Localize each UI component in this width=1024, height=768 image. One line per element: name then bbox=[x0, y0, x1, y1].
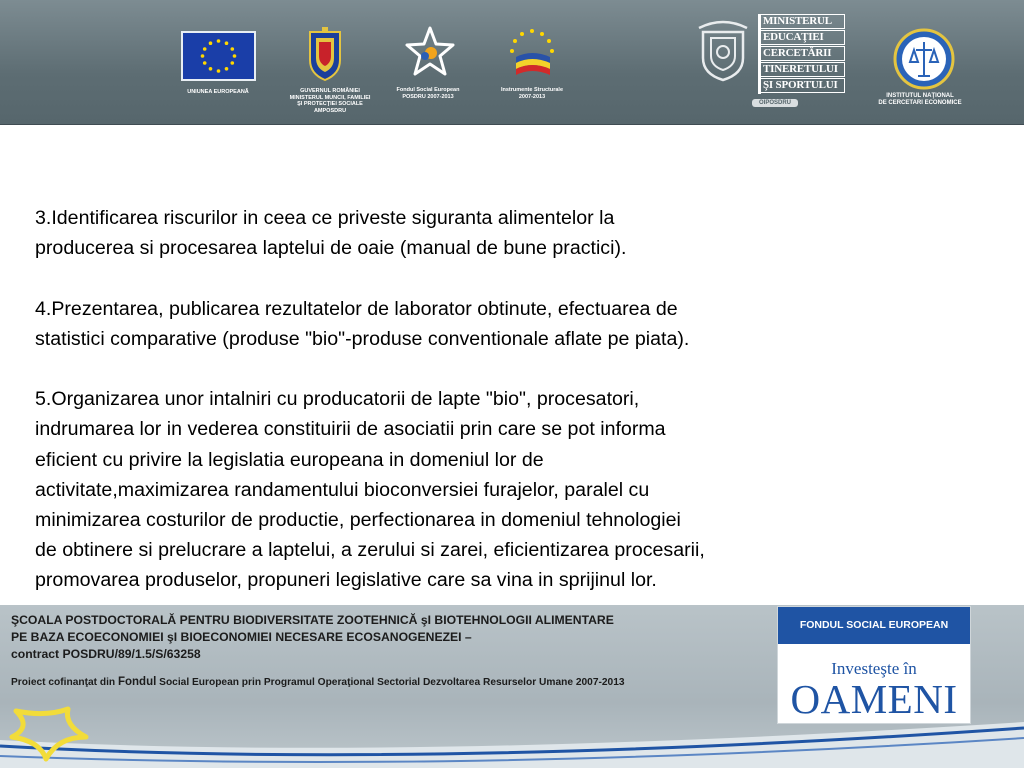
romanian-coat-of-arms-icon bbox=[305, 26, 345, 82]
fse-box-big-word: OAMENI bbox=[790, 676, 958, 722]
ministry-line: ŞI SPORTULUI bbox=[761, 78, 845, 93]
cofinancing-fondul: Fondul bbox=[117, 676, 157, 688]
eu-flag-icon bbox=[181, 31, 256, 81]
objective-5-paragraph: 5.Organizarea unor intalniri cu producatorii de lapte "bio", procesatori, indrumarea lor in vederea constituirii de asociatii prin care se pot informa eficient cu privire la legislatia europeana in domeniul lor de activitate,maximizarea randamentului bioconversiei furajelor, paralel cu minimizarea costurilor de productie, perfectionarea in domeniul tehnologiei de obtinere si prelucrare a laptelui, a zerului si zarei, eficientizarea procesarii, promovarea produselor, propuneri legislative care sa vina in sprijinul lor. bbox=[35, 388, 705, 592]
school-info bbox=[11, 612, 771, 663]
footer-swoosh-decoration bbox=[0, 700, 1024, 768]
fse-star-icon bbox=[405, 26, 455, 78]
fse-caption: Fondul Social European POSDRU 2007-2013 bbox=[396, 87, 460, 100]
government-caption: GUVERNUL ROMÂNIEI MINISTERUL MUNCII, FAMILIEI ŞI PROTECŢIEI SOCIALE AMPOSDRU bbox=[289, 88, 371, 114]
eu-caption: UNIUNEA EUROPEANĂ bbox=[187, 89, 249, 95]
ministry-line: CERCETĂRII bbox=[761, 46, 845, 61]
star-icon bbox=[6, 703, 124, 765]
contract-number: contract POSDRU/89/1.5/S/63258 bbox=[11, 647, 201, 661]
ministry-name-block bbox=[758, 14, 845, 94]
oiposdru-caption: OIPOSDRU bbox=[752, 99, 798, 107]
ministry-crest-icon bbox=[695, 18, 751, 82]
header-logo-banner bbox=[0, 0, 1024, 125]
objective-3-paragraph: 3.Identificarea riscurilor in ceea ce priveste siguranta alimentelor la producerea si procesarea laptelui de oaie (manual de bune practici). bbox=[35, 207, 627, 260]
cofinancing-suffix: Social European prin Programul Operaţional Sectorial Dezvoltarea Resurselor Umane 2007-2013 bbox=[156, 677, 625, 688]
cofinancing-statement bbox=[11, 676, 625, 688]
fse-box-subtitle: Investeşte în bbox=[831, 659, 917, 678]
cofinancing-prefix: Proiect cofinanţat din bbox=[11, 677, 118, 688]
school-name-line: ŞCOALA POSTDOCTORALĂ PENTRU BIODIVERSITATE ZOOTEHNICĂ şI BIOTEHNOLOGII ALIMENTARE bbox=[11, 613, 614, 627]
main-text-body bbox=[35, 203, 995, 626]
school-name-line: PE BAZA ECOECONOMIEI şI BIOECONOMIEI NECESARE ECOSANOGENEZEI – bbox=[11, 630, 472, 644]
ince-logo-icon bbox=[892, 28, 956, 90]
footer-band bbox=[0, 605, 1024, 768]
ministry-line: TINERETULUI bbox=[761, 62, 845, 77]
ince-caption: INSTITUTUL NAŢIONAL DE CERCETARI ECONOMICE bbox=[878, 93, 962, 106]
structural-instruments-caption: Instrumente Structurale 2007-2013 bbox=[500, 87, 564, 100]
ministry-line: MINISTERUL bbox=[761, 14, 845, 29]
fse-box-title: FONDUL SOCIAL EUROPEAN bbox=[778, 607, 970, 644]
ministry-line: EDUCAŢIEI bbox=[761, 30, 845, 45]
objective-4-paragraph: 4.Prezentarea, publicarea rezultatelor de laborator obtinute, efectuarea de statistici comparative (produse "bio"-produse conventionale aflate pe piata). bbox=[35, 297, 690, 350]
structural-instruments-icon bbox=[506, 27, 558, 79]
